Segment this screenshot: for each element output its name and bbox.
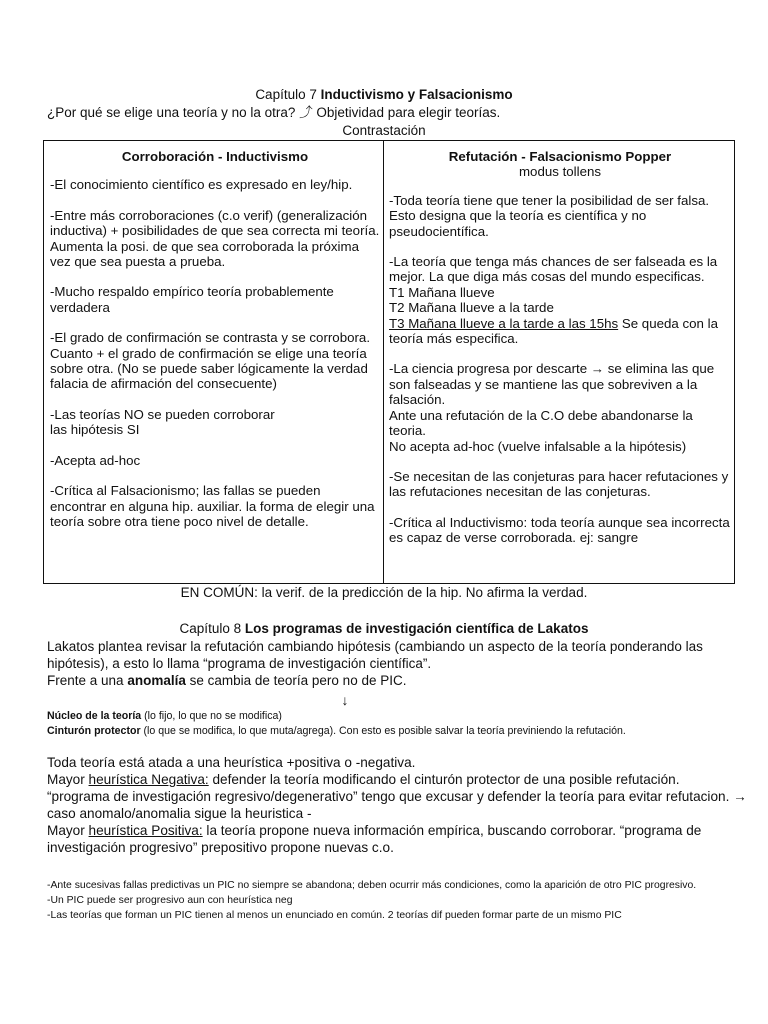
contrastacion-subtitle: Contrastación bbox=[342, 123, 426, 138]
chapter-title-bold: Inductivismo y Falsacionismo bbox=[320, 87, 513, 102]
comparison-table bbox=[43, 140, 735, 584]
list-item: T2 Mañana llueve a la tarde bbox=[389, 300, 554, 316]
paragraph: Lakatos plantea revisar la refutación cambiando hipótesis (cambiando un aspecto de la teoría ponderando las hipótesis), a esto lo llama “programa de investigación científica”. bbox=[47, 639, 703, 671]
list-item: -Las teorías que forman un PIC tienen al menos un enunciado en común. 2 teorías dif pueden formar parte de un mismo PIC bbox=[47, 910, 622, 921]
column-subheading: modus tollens bbox=[518, 164, 602, 180]
list-item: -Acepta ad-hoc bbox=[50, 452, 141, 468]
text: Mayor bbox=[47, 823, 89, 838]
down-arrow-icon: ↓ bbox=[341, 692, 349, 708]
list-item: T1 Mañana llueve bbox=[389, 284, 495, 300]
list-item: -Crítica al Falsacionismo; las fallas se pueden encontrar en alguna hip. auxiliar. la forma de elegir una teoría sobre otra tiene poco nivel de detalle. bbox=[50, 483, 375, 529]
nucleo-line bbox=[47, 709, 747, 724]
list-item: -Ante sucesivas fallas predictivas un PIC no siempre se abandona; deben ocurrir más condiciones, como la aparición de otro PIC progresivo. bbox=[47, 880, 697, 891]
example-conclusion: Se queda con la teoría más especifica. bbox=[389, 315, 718, 347]
text: Mayor bbox=[47, 772, 89, 787]
pic-structure bbox=[47, 709, 747, 738]
column-heading: Corroboración - Inductivismo bbox=[121, 149, 309, 164]
text: (lo fijo, lo que no se modifica) bbox=[141, 710, 282, 722]
chapter-label: Capítulo 7 bbox=[255, 87, 321, 102]
cinturon-line bbox=[47, 724, 747, 739]
chapter-8-intro bbox=[47, 638, 747, 689]
chapter-7-question: ¿Por qué se elige una teoría y no la otra? ⤴ Objetividad para elegir teorías. bbox=[47, 105, 501, 120]
list-item bbox=[389, 316, 731, 347]
column-inductivismo bbox=[50, 141, 380, 529]
text: se cambia de teoría pero no de PIC. bbox=[185, 673, 407, 688]
chapter-title-bold: Los programas de investigación científica de Lakatos bbox=[244, 621, 589, 636]
text: Frente a una bbox=[47, 673, 128, 688]
list-item: Ante una refutación de la C.O debe abandonarse la teoria. bbox=[389, 407, 693, 439]
underlined-example: T3 Mañana llueve a la tarde a las 15hs bbox=[389, 315, 619, 331]
list-item: -Mucho respaldo empírico teoría probablemente verdadera bbox=[50, 284, 334, 315]
paragraph: Toda teoría está atada a una heurística +positiva o -negativa. bbox=[47, 755, 416, 770]
underlined-term: heurística Positiva: bbox=[88, 823, 203, 838]
list-item: -Se necesitan de las conjeturas para hacer refutaciones y las refutaciones necesitan de las conjeturas. bbox=[389, 468, 729, 500]
list-item: -Las teorías NO se pueden corroborar bbox=[50, 406, 275, 422]
paragraph bbox=[47, 672, 747, 689]
chapter-7-title bbox=[0, 86, 768, 103]
list-item: -Entre más corroboraciones (c.o verif) (generalización inductiva) + posibilidades de que sea correcta mi teoría. Aumenta la posi. de que sea corroborada la próxima vez que sea puesta a prueba. bbox=[50, 207, 380, 270]
underlined-term: heurística Negativa: bbox=[88, 772, 209, 787]
paragraph: “programa de investigación regresivo/degenerativo” tengo que excusar y defender la teoría para evitar refutacion. → caso anomalo/anomalia sigue la heuristica - bbox=[47, 789, 747, 821]
chapter-8-title bbox=[0, 620, 768, 637]
column-falsacionismo bbox=[389, 141, 731, 546]
bold-term: Cinturón protector bbox=[47, 724, 141, 737]
table-divider bbox=[383, 141, 384, 583]
paragraph bbox=[47, 822, 747, 856]
list-item: -La ciencia progresa por descarte → se elimina las que son falseadas y se mantiene las que sobreviven a la falsación. bbox=[389, 361, 715, 408]
list-item: -El grado de confirmación se contrasta y se corrobora. Cuanto + el grado de confirmación se elige una teoría sobre otra. (No se puede saber lógicamente la verdad falacia de afirmación del consecuente) bbox=[50, 330, 371, 392]
list-item: -Toda teoría tiene que tener la posibilidad de ser falsa. Esto designa que la teoría es científica y no pseudocientífica. bbox=[389, 192, 710, 239]
bold-term: anomalía bbox=[127, 673, 186, 688]
paragraph bbox=[47, 771, 747, 788]
text: defender la teoría modificando el cinturón protector de una posible refutación. bbox=[208, 772, 680, 787]
column-heading: Refutación - Falsacionismo Popper bbox=[448, 149, 672, 164]
heuristics-section bbox=[47, 754, 747, 856]
list-item: -La teoría que tenga más chances de ser falseada es la mejor. La que diga más cosas del mundo especificas. bbox=[389, 254, 718, 285]
list-item: -Un PIC puede ser progresivo aun con heurística neg bbox=[47, 895, 293, 906]
notes-list bbox=[47, 878, 747, 923]
list-item: No acepta ad-hoc (vuelve infalsable a la hipótesis) bbox=[389, 438, 687, 454]
bold-term: Núcleo de la teoría bbox=[47, 710, 142, 722]
chapter-label: Capítulo 8 bbox=[179, 621, 245, 636]
text: (lo que se modifica, lo que muta/agrega). Con esto es posible salvar la teoría previniendo la refutación. bbox=[140, 724, 626, 737]
list-item: las hipótesis SI bbox=[50, 422, 140, 438]
text: la teoría propone nueva información empírica, buscando corroborar. “programa de investigación progresivo” prepositivo propone nuevas c.o. bbox=[47, 823, 702, 855]
list-item: -El conocimiento científico es expresado en ley/hip. bbox=[50, 177, 353, 193]
common-note: EN COMÚN: la verif. de la predicción de la hip. No afirma la verdad. bbox=[180, 585, 588, 600]
list-item: -Crítica al Inductivismo: toda teoría aunque sea incorrecta es capaz de verse corroborada. ej: sangre bbox=[389, 514, 730, 546]
